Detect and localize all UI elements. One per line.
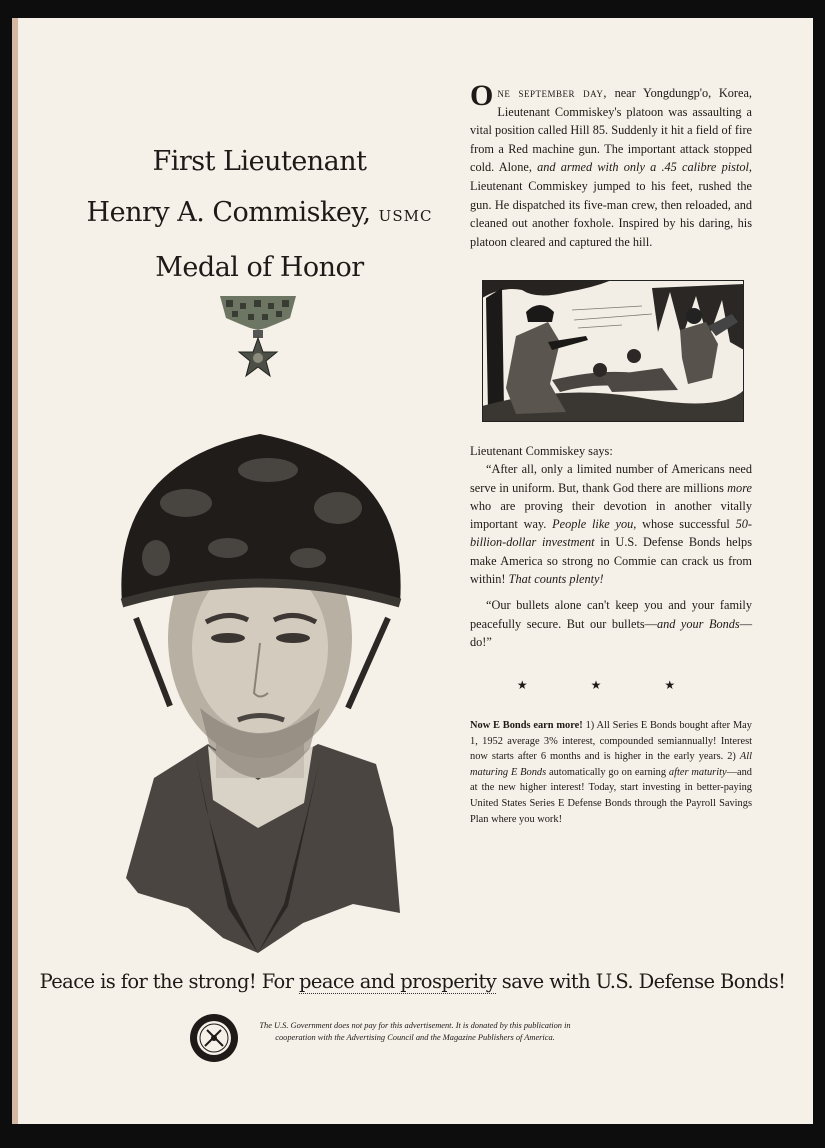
headline-award: Medal of Honor — [155, 252, 364, 283]
headline — [62, 136, 457, 293]
bonds-info — [470, 718, 752, 827]
quote-text-1a: “After all, only a limited number of Americans need serve in uniform. But, thank God there are millions — [470, 462, 752, 495]
tagline-part-1: Peace is for the strong! For — [39, 970, 300, 993]
magazine-page — [12, 18, 813, 1124]
quote-section — [470, 442, 752, 651]
quote-text-1b: who are proving their devotion in another vitally important way. — [470, 498, 752, 532]
bonds-lead: Now E Bonds earn more! — [470, 720, 583, 731]
headline-name — [62, 187, 457, 242]
tagline-part-2: save with U.S. Defense Bonds! — [496, 970, 786, 993]
story-text-2: Lieutenant Commiskey jumped to his feet, rushed the gun. He dispatched its five-man crew, then reloaded, and cleaned out another foxhole. Inspired by his daring, his platoon cleared and captured the hill. — [470, 178, 752, 249]
tagline-underlined: peace and prosperity — [299, 970, 497, 993]
drop-cap: O — [470, 79, 494, 112]
quote-paragraph-1 — [470, 460, 752, 588]
story-lead: ne september day, — [497, 86, 607, 100]
headline-rank: First Lieutenant — [152, 146, 367, 177]
public-service-seal-icon — [188, 1012, 240, 1064]
bonds-text-2: automatically go on earning — [546, 766, 669, 778]
quote-italic-investment: 50-billion-dollar investment — [470, 517, 752, 550]
headline-service: USMC — [378, 207, 433, 225]
story-text-1: near Yongdungp'o, Korea, Lieutenant Commiskey's platoon was assaulting a vital position called Hill 85. Suddenly it hit a field of fire from a Red machine gun. The important attack stopped cold. Alone, — [470, 86, 752, 175]
quote-italic-more: more — [727, 480, 752, 495]
bonds-text-3: —and at the new higher interest! Today, start investing in better-paying United States Series E Defense Bonds through the Payroll Savings Plan where you work! — [470, 766, 753, 825]
disclaimer: The U.S. Government does not pay for this advertisement. It is donated by this publication in cooperation with the Advertising Council and the Magazine Publishers of America. — [259, 1021, 571, 1042]
quote-text-1c: whose successful — [636, 517, 736, 532]
quote-italic-people: People like you, — [552, 517, 637, 532]
bonds-text-1: 1) All Series E Bonds bought after May 1, 1952 average 3% interest, compounded semiannually! Interest now starts after 6 months and is higher in the early years. 2) — [470, 720, 752, 763]
story-paragraph — [470, 79, 752, 251]
quote-text-2a: “Our bullets alone can't keep you and your family peacefully secure. But our bullets— — [470, 598, 752, 631]
quote-italic-bonds: and your Bonds — [656, 616, 740, 631]
bonds-italic-1: All maturing E Bonds — [470, 751, 752, 778]
star-divider: ★ ★ ★ — [516, 678, 706, 692]
medal-of-honor-icon — [218, 294, 298, 386]
headline-name-text: Henry A. Commiskey, — [86, 197, 371, 228]
bonds-italic-2: after maturity — [668, 766, 727, 778]
quote-text-2b: —do!” — [470, 616, 752, 649]
story-italic: and armed with only a .45 calibre pistol, — [537, 160, 752, 175]
quote-intro: Lieutenant Commiskey says: — [470, 444, 613, 458]
battle-illustration — [482, 280, 744, 422]
quote-paragraph-2 — [470, 596, 752, 651]
quote-text-1d: in U.S. Defense Bonds helps make America so strong no Commie can crack us from within! — [470, 535, 752, 587]
quote-italic-counts: That counts plenty! — [508, 572, 604, 587]
tagline — [18, 970, 807, 993]
soldier-portrait — [88, 408, 428, 953]
